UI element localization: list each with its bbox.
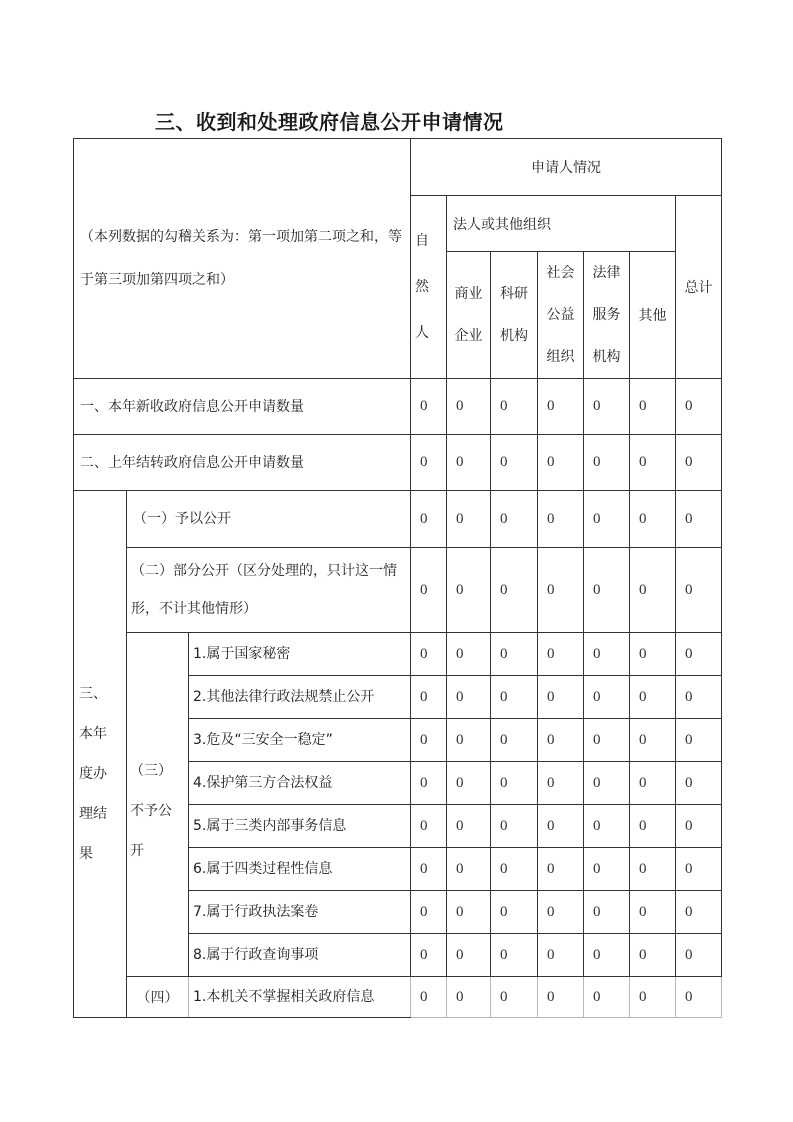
value: 0 [593,774,601,791]
value: 0 [456,510,464,527]
value: 0 [500,860,508,877]
value-cell [584,805,630,848]
value: 0 [593,946,601,963]
value-cell [491,848,538,891]
value-cell [538,848,584,891]
value-cell [584,633,630,676]
total-label: 总计 [684,280,713,296]
value: 0 [639,946,647,963]
value-cell [630,676,676,719]
value-cell [676,719,722,762]
section3-label-cell [74,491,127,1018]
value-cell [630,805,676,848]
value-cell [447,435,491,491]
value: 0 [420,731,428,748]
value-cell [411,548,447,633]
value-cell [676,891,722,934]
value: 0 [639,688,647,705]
value-cell [538,435,584,491]
value: 0 [685,454,693,470]
value: 0 [639,645,647,662]
value: 0 [685,817,693,834]
col-label: 科研机构 [500,286,528,344]
section-title: 三、收到和处理政府信息公开申请情况 [155,110,504,134]
col-label: 其他 [638,308,667,324]
value-cell [447,379,491,435]
value-cell [411,848,447,891]
row-label-cell [189,934,411,977]
value: 0 [547,988,555,1005]
value-cell [630,379,676,435]
applicant-group-label: 申请人情况 [531,160,601,176]
col-header-research [491,252,538,379]
value-cell [411,435,447,491]
value-cell [676,934,722,977]
value-cell [584,379,630,435]
value-cell [584,719,630,762]
col-header-social [538,252,584,379]
applicant-group-header [411,139,722,196]
value-cell [491,548,538,633]
total-header [676,196,722,379]
value-cell [538,676,584,719]
value-cell [491,491,538,548]
value: 0 [456,398,464,414]
value-cell [447,805,491,848]
row-label: 1.本机关不掌握相关政府信息 [193,989,375,1005]
natural-person-label: 自然人 [415,233,429,341]
value: 0 [420,860,428,877]
row-label: 8.属于行政查询事项 [193,947,319,963]
value-cell [630,548,676,633]
value-cell [584,548,630,633]
row-label: 5.属于三类内部事务信息 [193,818,347,834]
sub3-label: （三）不予公开 [130,763,172,859]
value-cell [630,633,676,676]
row-label: 2.其他法律行政法规禁止公开 [193,689,375,705]
value: 0 [456,645,464,662]
value: 0 [547,454,555,470]
value: 0 [593,454,601,470]
row-label: 一、本年新收政府信息公开申请数量 [80,398,304,415]
value: 0 [685,510,693,527]
value: 0 [593,988,601,1005]
value-cell [538,891,584,934]
value: 0 [500,946,508,963]
value: 0 [420,510,428,527]
value: 0 [500,510,508,527]
row-label-cell [189,891,411,934]
natural-person-header [411,196,447,379]
value: 0 [500,988,508,1005]
value-cell [538,762,584,805]
sub4-label: （四） [136,990,179,1006]
row-label-cell [189,977,411,1018]
value-cell [584,491,630,548]
value: 0 [420,645,428,662]
row-label: 7.属于行政执法案卷 [193,904,319,920]
value-cell [411,719,447,762]
row-label-cell [127,548,411,633]
value: 0 [593,860,601,877]
value: 0 [500,581,508,598]
value-cell [411,762,447,805]
value-cell [538,805,584,848]
value-cell [676,435,722,491]
value-cell [676,762,722,805]
value: 0 [420,688,428,705]
value-cell [447,633,491,676]
value-cell [447,934,491,977]
value: 0 [639,454,647,470]
value: 0 [685,645,693,662]
value: 0 [456,903,464,920]
value: 0 [547,903,555,920]
section3-label: 三、本年度办理结果 [79,686,107,862]
value-cell [538,719,584,762]
sub4-label-cell [127,977,189,1018]
value-cell [538,379,584,435]
value: 0 [420,454,428,470]
value: 0 [547,860,555,877]
value: 0 [685,688,693,705]
value: 0 [639,510,647,527]
value: 0 [456,817,464,834]
value-cell [538,977,584,1018]
value: 0 [593,688,601,705]
value: 0 [456,988,464,1005]
value: 0 [547,398,555,414]
row-label: （一）予以公开 [133,511,231,527]
value: 0 [500,817,508,834]
header-note: （本列数据的勾稽关系为：第一项加第二项之和，等于第三项加第四项之和） [80,228,402,288]
value-cell [447,891,491,934]
value: 0 [456,731,464,748]
legal-group-label: 法人或其他组织 [453,216,551,233]
value-cell [676,805,722,848]
table-row [74,633,722,676]
value: 0 [420,903,428,920]
col-header-legal-service [584,252,630,379]
value: 0 [500,731,508,748]
value: 0 [547,688,555,705]
row-label-cell [74,435,411,491]
table-row [74,491,722,548]
value-cell [584,848,630,891]
value: 0 [639,398,647,414]
value-cell [491,891,538,934]
value-cell [676,379,722,435]
value: 0 [547,645,555,662]
value: 0 [547,774,555,791]
value: 0 [639,860,647,877]
value: 0 [420,398,428,414]
value-cell [584,762,630,805]
value: 0 [500,688,508,705]
value: 0 [593,817,601,834]
value-cell [447,848,491,891]
value: 0 [456,688,464,705]
col-header-other [630,252,676,379]
value: 0 [639,581,647,598]
value: 0 [456,454,464,470]
value-cell [584,977,630,1018]
table-row [74,435,722,491]
value: 0 [685,398,693,414]
value-cell [411,676,447,719]
value-cell [411,805,447,848]
value-cell [630,977,676,1018]
value-cell [630,762,676,805]
value-cell [676,848,722,891]
value: 0 [456,946,464,963]
col-label: 商业企业 [454,286,483,344]
value-cell [447,676,491,719]
value-cell [491,977,538,1018]
value-cell [676,491,722,548]
table-row [74,379,722,435]
value-cell [411,633,447,676]
value-cell [538,934,584,977]
value-cell [491,435,538,491]
value: 0 [639,731,647,748]
value-cell [491,762,538,805]
value-cell [447,762,491,805]
value: 0 [685,988,693,1005]
row-label-cell [189,762,411,805]
value: 0 [639,774,647,791]
value-cell [584,891,630,934]
value: 0 [456,581,464,598]
row-label-cell [127,491,411,548]
value-cell [630,719,676,762]
value-cell [676,548,722,633]
value: 0 [685,903,693,920]
value: 0 [547,510,555,527]
value: 0 [420,817,428,834]
value-cell [411,379,447,435]
value: 0 [593,581,601,598]
value: 0 [420,581,428,598]
value-cell [676,676,722,719]
row-label-cell [189,719,411,762]
value-cell [538,633,584,676]
value-cell [491,676,538,719]
value: 0 [547,817,555,834]
value-cell [491,805,538,848]
sub3-label-cell [127,633,189,977]
value: 0 [685,581,693,598]
value: 0 [420,946,428,963]
table-row [74,977,722,1018]
value-cell [447,491,491,548]
value: 0 [593,398,601,414]
row-label-cell [189,848,411,891]
value-cell [584,435,630,491]
value-cell [584,934,630,977]
value: 0 [685,946,693,963]
value-cell [584,676,630,719]
row-label: （二）部分公开（区分处理的，只计这一情形，不计其他情形） [131,563,397,617]
value: 0 [500,454,508,470]
value: 0 [593,645,601,662]
value-cell [447,977,491,1018]
value: 0 [547,581,555,598]
value: 0 [456,774,464,791]
value: 0 [593,731,601,748]
value-cell [630,891,676,934]
row-label-cell [189,676,411,719]
value: 0 [639,817,647,834]
value-cell [538,491,584,548]
header-note-cell [74,139,411,379]
row-label-cell [189,633,411,676]
foi-application-table [73,138,722,1018]
value-cell [491,719,538,762]
value: 0 [500,645,508,662]
value: 0 [500,903,508,920]
value: 0 [639,988,647,1005]
value-cell [447,548,491,633]
row-label-cell [74,379,411,435]
value-cell [411,977,447,1018]
value-cell [411,934,447,977]
row-label-cell [189,805,411,848]
value: 0 [547,946,555,963]
value: 0 [593,510,601,527]
value: 0 [456,860,464,877]
value-cell [447,719,491,762]
value: 0 [685,774,693,791]
value-cell [630,934,676,977]
row-label: 6.属于四类过程性信息 [193,861,333,877]
value: 0 [685,860,693,877]
col-label: 社会公益组织 [546,265,575,365]
row-label: 3.危及“三安全一稳定” [193,732,333,748]
value-cell [411,891,447,934]
row-label: 二、上年结转政府信息公开申请数量 [80,454,304,471]
value-cell [538,548,584,633]
value-cell [630,435,676,491]
value-cell [630,491,676,548]
row-label: 1.属于国家秘密 [193,646,291,662]
value: 0 [420,988,428,1005]
value-cell [491,379,538,435]
value-cell [676,977,722,1018]
value-cell [676,633,722,676]
value: 0 [685,731,693,748]
value: 0 [500,398,508,414]
value: 0 [500,774,508,791]
legal-group-header [447,196,676,252]
value-cell [491,633,538,676]
value: 0 [420,774,428,791]
col-label: 法律服务机构 [592,265,621,365]
value: 0 [547,731,555,748]
col-header-commercial [447,252,491,379]
row-label: 4.保护第三方合法权益 [193,775,333,791]
value-cell [491,934,538,977]
value-cell [630,848,676,891]
value-cell [411,491,447,548]
value: 0 [593,903,601,920]
value: 0 [639,903,647,920]
table-row [74,548,722,633]
